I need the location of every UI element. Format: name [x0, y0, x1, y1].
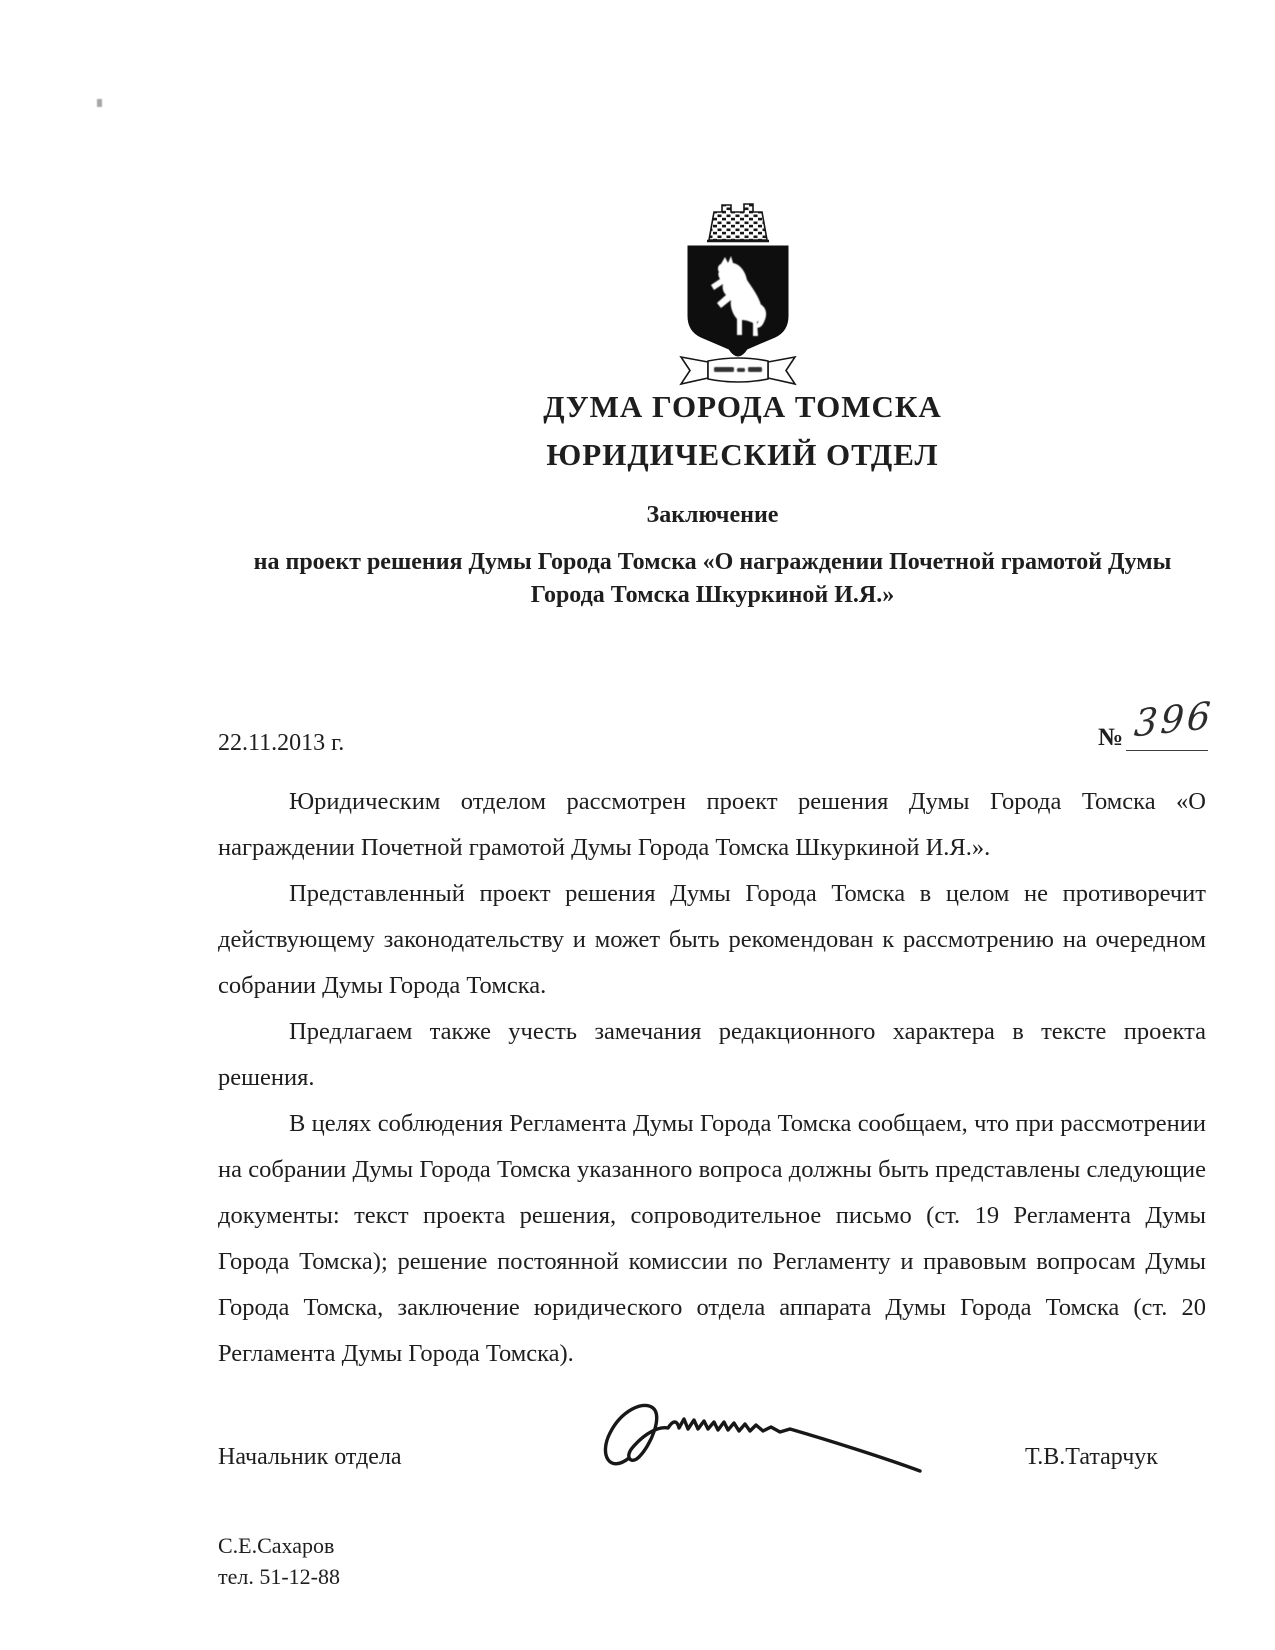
subject-line-1: на проект решения Думы Города Томска «О награждении Почетной грамотой Думы: [253, 549, 1172, 575]
department-name: ЮРИДИЧЕСКИЙ ОТДЕЛ: [546, 437, 939, 472]
paragraph-1: Юридическим отделом рассмотрен проект решения Думы Города Томска «О награждении Почетной грамотой Думы Города Томска Шкуркиной И.Я.».: [218, 788, 1206, 861]
number-sign: №: [1098, 724, 1124, 751]
paragraph-3: Предлагаем также учесть замечания редакционного характера в тексте проекта решения.: [218, 1018, 1206, 1091]
scan-artifact-dot: [97, 99, 102, 107]
ribbon-icon: [681, 357, 795, 384]
document-date: 22.11.2013 г.: [218, 730, 345, 756]
paragraph-4: В целях соблюдения Регламента Думы Города Томска сообщаем, что при рассмотрении на собрании Думы Города Томска указанного вопроса должны быть представлены следующие документы: текст проекта решения, сопроводительное письмо (ст. 19 Регламента Думы Города Томска); решение постоянной комиссии по Регламенту и правовым вопросам Думы Города Томска, заключение юридического отдела аппарата Думы Города Томска (ст. 20 Регламента Думы Города Томска).: [218, 1110, 1206, 1367]
crown-icon: [709, 204, 767, 240]
number-handwritten-value: 396: [1132, 693, 1215, 746]
number-underline: [1126, 750, 1208, 751]
organization-name: ДУМА ГОРОДА ТОМСКА: [543, 389, 942, 424]
document-number: [1098, 693, 1218, 758]
signature-row: [0, 1444, 1275, 1484]
document-body: [218, 779, 1206, 1377]
subject-line-2: Города Томска Шкуркиной И.Я.»: [530, 582, 895, 608]
document-subject: [150, 546, 1275, 612]
executor-phone: тел. 51-12-88: [218, 1564, 341, 1589]
executor-name: С.Е.Сахаров: [218, 1533, 335, 1558]
paragraph-2: Представленный проект решения Думы Города Томска в целом не противоречит действующему законодательству и может быть рекомендован к рассмотрению на очередном собрании Думы Города Томска.: [218, 880, 1206, 999]
executor-block: [218, 1530, 340, 1592]
signer-name: Т.В.Татарчук: [1025, 1444, 1158, 1470]
tomsk-coat-of-arms-icon: [663, 200, 813, 392]
signer-position: Начальник отдела: [218, 1444, 402, 1470]
document-type-heading: Заключение: [646, 502, 779, 528]
